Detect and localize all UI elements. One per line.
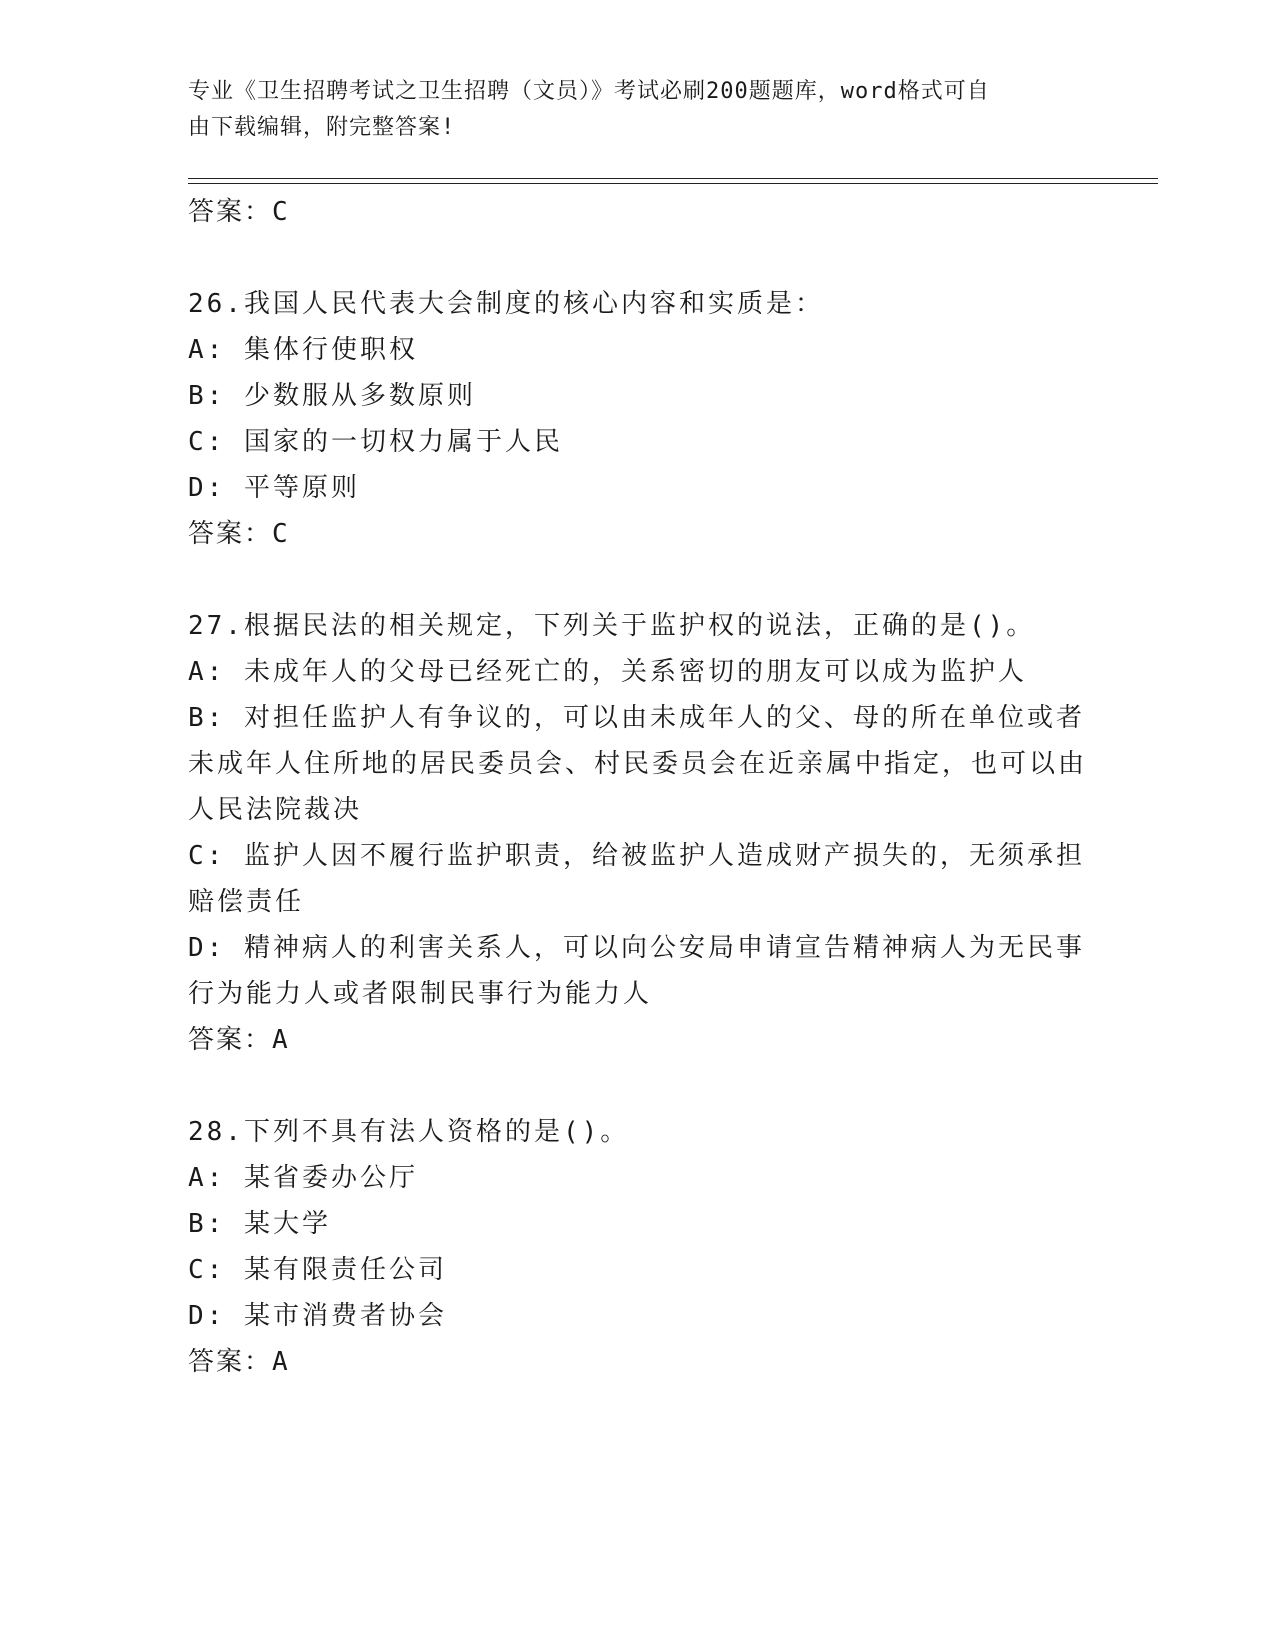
document-header — [188, 74, 1088, 146]
option-c: C: 国家的一切权力属于人民 — [188, 427, 563, 457]
option-d: D: 平等原则 — [188, 473, 360, 503]
question-stem: 28.下列不具有法人资格的是()。 — [188, 1117, 630, 1147]
document-body — [188, 189, 1088, 1385]
option-a: A: 集体行使职权 — [188, 335, 418, 365]
question-28 — [188, 1109, 1088, 1385]
option-b: B: 某大学 — [188, 1209, 331, 1239]
option-b: B: 少数服从多数原则 — [188, 381, 476, 411]
option-b: B: 对担任监护人有争议的，可以由未成年人的父、母的所在单位或者未成年人住所地的居民委员会、村民委员会在近亲属中指定，也可以由人民法院裁决 — [188, 703, 1088, 825]
option-a: A: 未成年人的父母已经死亡的，关系密切的朋友可以成为监护人 — [188, 657, 1027, 687]
previous-answer: 答案：C — [188, 197, 290, 227]
option-d: D: 精神病人的利害关系人，可以向公安局申请宣告精神病人为无民事行为能力人或者限制民事行为能力人 — [188, 933, 1085, 1009]
header-divider-bottom — [188, 183, 1158, 184]
question-answer: 答案：A — [188, 1347, 290, 1377]
question-answer: 答案：A — [188, 1025, 290, 1055]
question-26 — [188, 281, 1088, 557]
option-a: A: 某省委办公厅 — [188, 1163, 418, 1193]
question-27 — [188, 603, 1088, 1063]
header-line-1: 专业《卫生招聘考试之卫生招聘（文员）》考试必刷200题题库，word格式可自 — [188, 79, 990, 104]
option-c: C: 某有限责任公司 — [188, 1255, 447, 1285]
question-answer: 答案：C — [188, 519, 290, 549]
header-divider-top — [188, 178, 1158, 179]
question-stem: 27.根据民法的相关规定，下列关于监护权的说法，正确的是()。 — [188, 611, 1036, 641]
question-stem: 26.我国人民代表大会制度的核心内容和实质是： — [188, 289, 824, 319]
option-c: C: 监护人因不履行监护职责，给被监护人造成财产损失的，无须承担赔偿责任 — [188, 841, 1085, 917]
header-line-2: 由下载编辑，附完整答案! — [188, 115, 456, 140]
option-d: D: 某市消费者协会 — [188, 1301, 447, 1331]
